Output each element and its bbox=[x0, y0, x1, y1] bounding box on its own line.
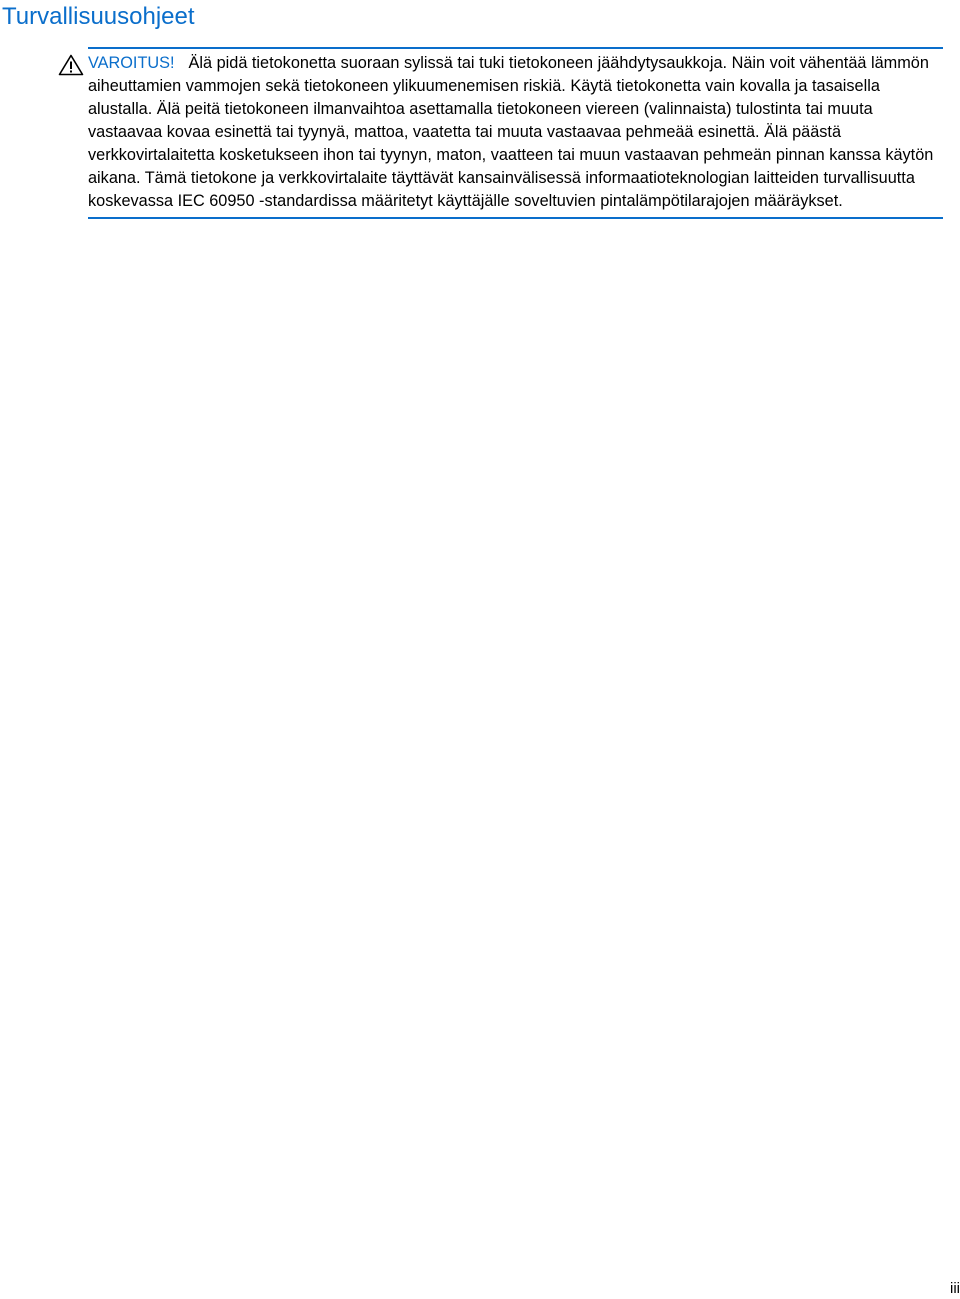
warning-notice bbox=[88, 47, 943, 219]
warning-label: VAROITUS! bbox=[88, 54, 175, 72]
page-number: iii bbox=[950, 1280, 960, 1297]
warning-triangle-icon bbox=[58, 54, 84, 76]
warning-paragraph bbox=[88, 52, 943, 213]
warning-body-text: Älä pidä tietokonetta suoraan sylissä tai tuki tietokoneen jäähdytysaukkoja. Näin voit vähentää lämmön aiheuttamien vammojen sekä tietokoneen ylikuumenemisen riskiä. Käytä tietokonetta vain kovalla ja tasaisella alustalla. Älä peitä tietokoneen ilmanvaihtoa asettamalla tietokoneen viereen (valinnaista) tulostinta tai muuta vastaavaa kovaa esinettä tai tyynyä, mattoa, vaatetta tai muuta vastaavaa pehmeää esinettä. Älä päästä verkkovirtalaitetta kosketukseen ihon tai tyynyn, maton, vaatteen tai muun vastaavan pehmeän pinnan kanssa käytön aikana. Tämä tietokone ja verkkovirtalaite täyttävät kansainvälisessä informaatioteknologian laitteiden turvallisuutta koskevassa IEC 60950 -standardissa määritetyt käyttäjälle soveltuvien pintalämpötilarajojen määräykset. bbox=[88, 54, 934, 210]
page-title: Turvallisuusohjeet bbox=[2, 3, 195, 30]
